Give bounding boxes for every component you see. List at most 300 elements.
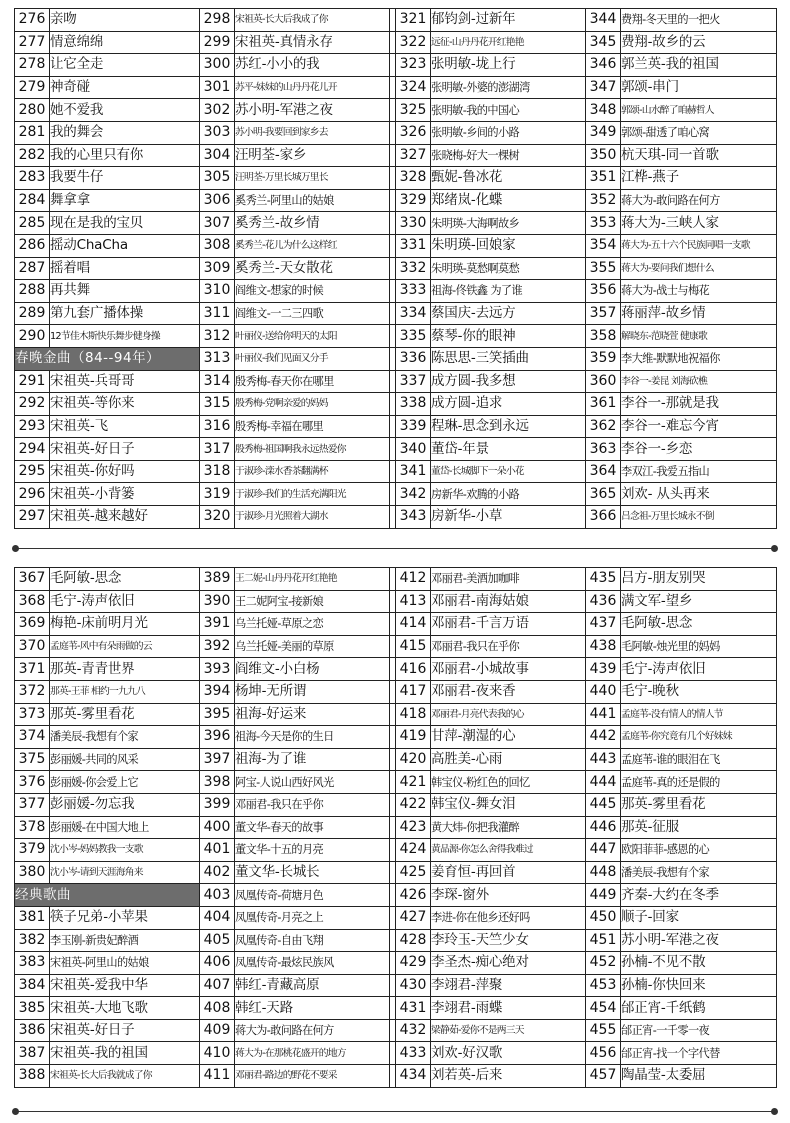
song-number: 446 [586,816,621,839]
song-number: 290 [15,325,50,348]
song-title: 房新华-小草 [431,506,586,529]
song-title: 宋祖英-长大后我成了你 [235,9,390,32]
table-row [15,76,777,99]
song-number: 395 [200,703,235,726]
song-title: 董岱-年景 [431,438,586,461]
song-number: 457 [586,1065,621,1088]
song-title: 汪明荃-家乡 [235,144,390,167]
divider-dot [771,1108,778,1115]
song-title: 宋祖英-阿里山的姑娘 [50,952,200,975]
song-number: 424 [396,839,431,862]
table-row [15,144,777,167]
song-number: 323 [396,54,431,77]
song-title: 蒋大为-要问我们想什么 [621,257,777,280]
table-row [15,302,777,325]
song-title: 汪明荃-万里长城万里长 [235,167,390,190]
song-title: 舞拿拿 [50,189,200,212]
song-title: 12节佳木斯快乐舞步健身操 [50,325,200,348]
song-title: 苏小明-军港之夜 [621,929,777,952]
song-title: 李翊君-雨蝶 [431,997,586,1020]
song-number: 320 [200,506,235,529]
song-title: 苏红-小小的我 [235,54,390,77]
song-title: 凤凰传奇-自由飞翔 [235,929,390,952]
song-title: 李圣杰-痴心绝对 [431,952,586,975]
song-number: 432 [396,1019,431,1042]
table-row [15,771,777,794]
table-row [15,506,777,529]
table-row [15,1019,777,1042]
table-row [15,952,777,975]
song-number: 276 [15,9,50,32]
song-title: 沈小岑-妈妈教我一支歌 [50,839,200,862]
song-number: 445 [586,793,621,816]
song-title: 我的心里只有你 [50,144,200,167]
song-title: 蒋大为-五十六个民族同唱一支歌 [621,234,777,257]
song-title: 李谷一-那就是我 [621,393,777,416]
song-number: 346 [586,54,621,77]
song-number: 400 [200,816,235,839]
song-title: 邓丽君-小城故事 [431,658,586,681]
table-row [15,9,777,32]
song-number: 383 [15,952,50,975]
song-number: 291 [15,370,50,393]
song-title: 叶丽仪-我们见面又分手 [235,347,390,370]
song-title: 现在是我的宝贝 [50,212,200,235]
song-title: 郁钧剑-过新年 [431,9,586,32]
song-number: 345 [586,31,621,54]
song-number: 426 [396,884,431,907]
song-number: 363 [586,438,621,461]
song-title: 李翊君-萍聚 [431,974,586,997]
song-title: 孟庭苇-没有情人的情人节 [621,703,777,726]
song-title: 摇着唱 [50,257,200,280]
song-title: 董文华-十五的月亮 [235,839,390,862]
song-number: 305 [200,167,235,190]
song-title: 董岱-长城脚下一朵小花 [431,460,586,483]
song-list-top [14,8,776,529]
song-title: 毛宁-涛声依旧 [621,658,777,681]
song-title: 宋祖英-你好吗 [50,460,200,483]
table-row [15,590,777,613]
table-row [15,658,777,681]
song-number: 388 [15,1065,50,1088]
table-row [15,212,777,235]
table-row [15,748,777,771]
table-row [15,906,777,929]
song-title: 宋祖英-越来越好 [50,506,200,529]
song-title: 顺子-回家 [621,906,777,929]
divider-dot [771,545,778,552]
song-title: 杭天琪-同一首歌 [621,144,777,167]
song-title: 阿宝-人说山西好风光 [235,771,390,794]
song-title: 奚秀兰-阿里山的姑娘 [235,189,390,212]
song-number: 310 [200,280,235,303]
song-number: 447 [586,839,621,862]
song-number: 375 [15,748,50,771]
song-title: 沈小岑-请到天涯海角来 [50,861,200,884]
song-number: 352 [586,189,621,212]
song-title: 朱明瑛-大海啊故乡 [431,212,586,235]
song-number: 319 [200,483,235,506]
song-number: 318 [200,460,235,483]
song-number: 313 [200,347,235,370]
song-number: 350 [586,144,621,167]
song-number: 307 [200,212,235,235]
table-row [15,31,777,54]
song-title: 王二妮阿宝-接新娘 [235,590,390,613]
table-row [15,460,777,483]
song-title: 邓丽君-月亮代表我的心 [431,703,586,726]
song-title: 宋祖英-小背篓 [50,483,200,506]
song-number: 370 [15,635,50,658]
song-number: 427 [396,906,431,929]
song-number: 409 [200,1019,235,1042]
song-number: 306 [200,189,235,212]
song-number: 280 [15,99,50,122]
song-number: 420 [396,748,431,771]
song-number: 422 [396,793,431,816]
song-title: 宋祖英-大地飞歌 [50,997,200,1020]
song-title: 陈思思-三笑插曲 [431,347,586,370]
song-number: 349 [586,121,621,144]
song-title: 成方圆-追求 [431,393,586,416]
song-number: 335 [396,325,431,348]
song-number: 391 [200,613,235,636]
table-row [15,370,777,393]
table-row [15,613,777,636]
song-number: 397 [200,748,235,771]
song-title: 郭兰英-我的祖国 [621,54,777,77]
song-number: 417 [396,680,431,703]
song-title: 董文华-春天的故事 [235,816,390,839]
song-title: 黄品源-你怎么舍得我难过 [431,839,586,862]
song-title: 费翔-冬天里的一把火 [621,9,777,32]
song-title: 郭颂-甜透了咱心窝 [621,121,777,144]
song-number: 450 [586,906,621,929]
song-title: 彭丽媛-你会爱上它 [50,771,200,794]
song-title: 宋祖英-等你来 [50,393,200,416]
song-number: 360 [586,370,621,393]
song-number: 382 [15,929,50,952]
song-number: 334 [396,302,431,325]
song-title: 凤凰传奇-荷塘月色 [235,884,390,907]
song-title: 李进-你在他乡还好吗 [431,906,586,929]
song-title: 江桦-燕子 [621,167,777,190]
song-number: 331 [396,234,431,257]
song-title: 朱明瑛-莫愁啊莫愁 [431,257,586,280]
song-title: 阎维文-想家的时候 [235,280,390,303]
song-number: 449 [586,884,621,907]
song-number: 341 [396,460,431,483]
song-title: 吕念祖-万里长城永不倒 [621,506,777,529]
song-number: 308 [200,234,235,257]
song-table-top [14,8,777,529]
song-number: 295 [15,460,50,483]
song-title: 梁静茹-爱你不是两三天 [431,1019,586,1042]
song-title: 孟庭苇-谁的眼泪在飞 [621,748,777,771]
song-title: 蒋丽萍-故乡情 [621,302,777,325]
table-row [15,234,777,257]
song-number: 386 [15,1019,50,1042]
song-title: 刘若英-后来 [431,1065,586,1088]
song-title: 邓丽君-我只在乎你 [431,635,586,658]
song-title: 邰正宵-千纸鹤 [621,997,777,1020]
song-title: 吕方-朋友别哭 [621,568,777,591]
song-number: 404 [200,906,235,929]
song-number: 314 [200,370,235,393]
song-number: 448 [586,861,621,884]
song-number: 322 [396,31,431,54]
song-number: 441 [586,703,621,726]
song-number: 429 [396,952,431,975]
song-title: 让它全走 [50,54,200,77]
song-title: 张晓梅-好大一棵树 [431,144,586,167]
divider-dot [12,1108,19,1115]
song-number: 405 [200,929,235,952]
song-title: 我的舞会 [50,121,200,144]
table-row [15,568,777,591]
song-title: 再共舞 [50,280,200,303]
table-row [15,99,777,122]
song-number: 407 [200,974,235,997]
song-title: 李琛-窗外 [431,884,586,907]
table-row [15,793,777,816]
song-number: 373 [15,703,50,726]
song-number: 284 [15,189,50,212]
song-title: 甘萍-潮湿的心 [431,726,586,749]
song-title: 李谷一-乡恋 [621,438,777,461]
song-title: 那英-王菲 相约一九九八 [50,680,200,703]
song-title: 苏平-妹妹的山丹丹花儿开 [235,76,390,99]
song-number: 378 [15,816,50,839]
song-number: 387 [15,1042,50,1065]
song-title: 奚秀兰-故乡情 [235,212,390,235]
table-row [15,635,777,658]
song-title: 梅艳-床前明月光 [50,613,200,636]
divider-dot [12,545,19,552]
song-number: 425 [396,861,431,884]
song-title: 程琳-思念到永远 [431,415,586,438]
song-number: 433 [396,1042,431,1065]
song-title: 于淑珍-我们的生活充满阳光 [235,483,390,506]
song-title: 郭颂-串门 [621,76,777,99]
song-title: 第九套广播体操 [50,302,200,325]
song-number: 340 [396,438,431,461]
song-title: 凤凰传奇-最炫民族风 [235,952,390,975]
song-number: 452 [586,952,621,975]
song-title: 那英-青青世界 [50,658,200,681]
song-title: 殷秀梅-党啊亲爱的妈妈 [235,393,390,416]
song-number: 423 [396,816,431,839]
song-number: 453 [586,974,621,997]
song-number: 325 [396,99,431,122]
song-title: 齐秦-大约在冬季 [621,884,777,907]
table-row [15,703,777,726]
song-number: 437 [586,613,621,636]
song-title: 宋祖英-长大后我就成了你 [50,1065,200,1088]
song-number: 418 [396,703,431,726]
song-title: 宋祖英-兵哥哥 [50,370,200,393]
song-title: 情意绵绵 [50,31,200,54]
song-title: 宋祖英-真情永存 [235,31,390,54]
song-title: 李玲玉-天竺少女 [431,929,586,952]
song-title: 陶晶莹-太委屈 [621,1065,777,1088]
song-title: 邓丽君-千言万语 [431,613,586,636]
table-row [15,1065,777,1088]
song-number: 279 [15,76,50,99]
section-divider [14,548,776,549]
song-title: 成方圆-我多想 [431,370,586,393]
song-title: 李双江-我爱五指山 [621,460,777,483]
song-number: 326 [396,121,431,144]
song-number: 456 [586,1042,621,1065]
song-number: 353 [586,212,621,235]
table-row [15,726,777,749]
song-number: 302 [200,99,235,122]
song-title: 蒋大为-敢问路在何方 [235,1019,390,1042]
song-list-bottom [14,567,776,1088]
song-title: 奚秀兰-天女散花 [235,257,390,280]
song-title: 宋祖英-好日子 [50,1019,200,1042]
song-number: 317 [200,438,235,461]
song-number: 390 [200,590,235,613]
table-row [15,839,777,862]
song-number: 451 [586,929,621,952]
song-title: 宋祖英-飞 [50,415,200,438]
song-title: 杨坤-无所谓 [235,680,390,703]
song-number: 315 [200,393,235,416]
song-title: 郑绪岚-化蝶 [431,189,586,212]
song-title: 奚秀兰-花儿为什么这样红 [235,234,390,257]
song-number: 403 [200,884,235,907]
song-number: 359 [586,347,621,370]
song-title: 李谷一-姜昆 刘海砍樵 [621,370,777,393]
table-row [15,167,777,190]
table-row [15,884,777,907]
table-row [15,438,777,461]
song-number: 365 [586,483,621,506]
song-title: 彭丽媛-在中国大地上 [50,816,200,839]
song-title: 那英-征服 [621,816,777,839]
song-title: 凤凰传奇-月亮之上 [235,906,390,929]
song-number: 439 [586,658,621,681]
song-title: 满文军-望乡 [621,590,777,613]
song-number: 419 [396,726,431,749]
song-number: 364 [586,460,621,483]
song-number: 343 [396,506,431,529]
song-title: 那英-雾里看花 [621,793,777,816]
table-row [15,121,777,144]
song-number: 348 [586,99,621,122]
song-number: 389 [200,568,235,591]
song-number: 402 [200,861,235,884]
song-title: 郭颂-山水醉了咱赫哲人 [621,99,777,122]
song-title: 祖海-好运来 [235,703,390,726]
song-number: 298 [200,9,235,32]
song-title: 李谷一-难忘今宵 [621,415,777,438]
song-number: 414 [396,613,431,636]
song-number: 338 [396,393,431,416]
song-number: 294 [15,438,50,461]
song-title: 邓丽君-路边的野花不要采 [235,1065,390,1088]
song-number: 384 [15,974,50,997]
song-number: 377 [15,793,50,816]
song-number: 393 [200,658,235,681]
song-number: 396 [200,726,235,749]
song-title: 宋祖英-我的祖国 [50,1042,200,1065]
song-title: 宋祖英-好日子 [50,438,200,461]
song-number: 358 [586,325,621,348]
song-number: 309 [200,257,235,280]
song-title: 韩红-天路 [235,997,390,1020]
song-title: 韩红-青藏高原 [235,974,390,997]
table-row [15,257,777,280]
song-title: 那英-雾里看花 [50,703,200,726]
table-row [15,483,777,506]
song-number: 347 [586,76,621,99]
table-row [15,415,777,438]
song-number: 399 [200,793,235,816]
song-title: 孟庭苇-你究竟有几个好妹妹 [621,726,777,749]
song-number: 430 [396,974,431,997]
song-number: 342 [396,483,431,506]
song-title: 房新华-欢腾的小路 [431,483,586,506]
song-number: 339 [396,415,431,438]
song-number: 411 [200,1065,235,1088]
section-header: 春晚金曲（84--94年） [15,347,200,370]
song-number: 287 [15,257,50,280]
table-row [15,680,777,703]
song-title: 甄妮-鲁冰花 [431,167,586,190]
song-number: 357 [586,302,621,325]
song-title: 阎维文-小白杨 [235,658,390,681]
song-title: 欧阳菲菲-感恩的心 [621,839,777,862]
song-title: 邓丽君-夜来香 [431,680,586,703]
song-number: 324 [396,76,431,99]
table-row [15,974,777,997]
song-title: 董文华-长城长 [235,861,390,884]
song-title: 张明敏-外婆的澎湖湾 [431,76,586,99]
song-number: 277 [15,31,50,54]
table-row [15,929,777,952]
song-number: 312 [200,325,235,348]
table-row [15,189,777,212]
song-title: 她不爱我 [50,99,200,122]
song-title: 李大维-默默地祝福你 [621,347,777,370]
table-row [15,54,777,77]
song-title: 彭丽媛-共同的风采 [50,748,200,771]
song-title: 毛阿敏-烛光里的妈妈 [621,635,777,658]
song-number: 336 [396,347,431,370]
song-title: 殷秀梅-幸福在哪里 [235,415,390,438]
song-number: 406 [200,952,235,975]
song-number: 311 [200,302,235,325]
song-title: 韩宝仪-舞女泪 [431,793,586,816]
song-number: 431 [396,997,431,1020]
song-title: 张明敏-乡间的小路 [431,121,586,144]
table-row [15,325,777,348]
song-number: 296 [15,483,50,506]
song-number: 282 [15,144,50,167]
song-title: 孟庭苇-真的还是假的 [621,771,777,794]
song-title: 毛宁-涛声依旧 [50,590,200,613]
song-number: 385 [15,997,50,1020]
song-number: 381 [15,906,50,929]
song-number: 455 [586,1019,621,1042]
song-number: 278 [15,54,50,77]
song-title: 李玉刚-新贵妃醉酒 [50,929,200,952]
section-divider [14,1111,776,1112]
